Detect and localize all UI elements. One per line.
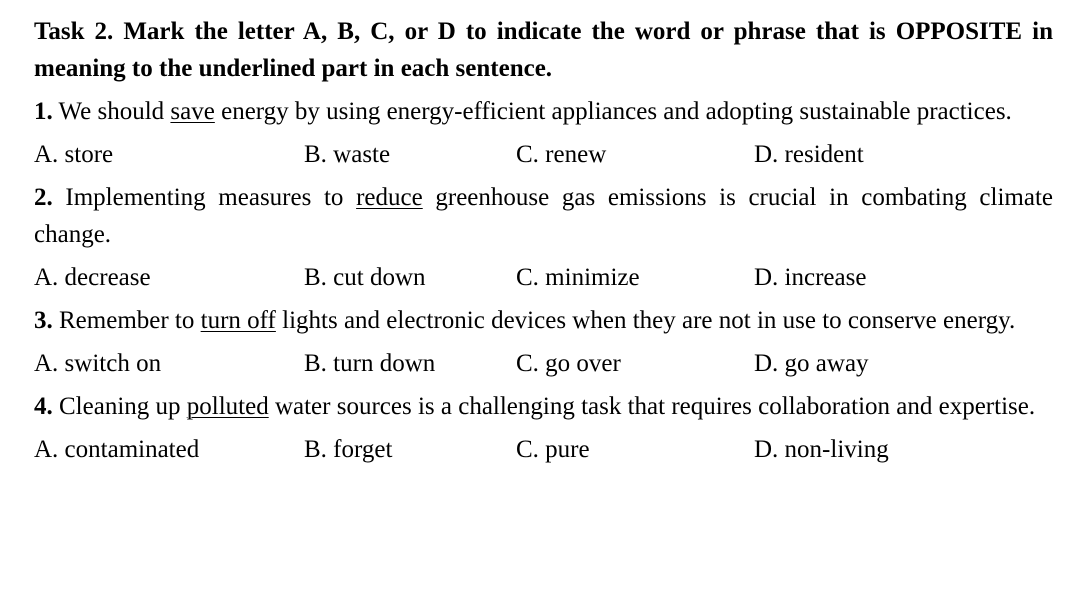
question-number: 2. xyxy=(34,184,53,211)
question-stem xyxy=(34,179,1053,253)
underlined-word: save xyxy=(170,98,215,125)
option-d[interactable]: D. go away xyxy=(754,350,869,377)
stem-before: Remember to xyxy=(52,307,201,334)
option-a[interactable]: A. store xyxy=(34,141,114,168)
stem-before: Implementing measures to xyxy=(52,184,357,211)
question-2 xyxy=(34,179,1053,296)
option-a[interactable]: A. contaminated xyxy=(34,436,200,463)
question-4 xyxy=(34,388,1053,468)
question-stem xyxy=(34,93,1053,130)
question-3 xyxy=(34,302,1053,382)
option-b[interactable]: B. cut down xyxy=(304,264,426,291)
question-1 xyxy=(34,93,1053,173)
option-c[interactable]: C. go over xyxy=(516,350,621,377)
question-number: 4. xyxy=(34,393,53,420)
option-c[interactable]: C. minimize xyxy=(516,264,640,291)
stem-after: lights and electronic devices when they are not in use to conserve energy. xyxy=(275,307,1016,334)
stem-after: energy by using energy-efficient appliances and adopting sustainable practices. xyxy=(214,98,1012,125)
stem-before: Cleaning up xyxy=(52,393,187,420)
task-title: Task 2. Mark the letter A, B, C, or D to indicate the word or phrase that is OPPOSITE in meaning to the underlined part in each sentence. xyxy=(34,18,1053,82)
option-c[interactable]: C. renew xyxy=(516,141,607,168)
question-number: 3. xyxy=(34,307,53,334)
underlined-word: polluted xyxy=(186,393,269,420)
underlined-word: reduce xyxy=(356,184,423,211)
question-stem xyxy=(34,302,1053,339)
option-d[interactable]: D. non-living xyxy=(754,436,889,463)
underlined-word: turn off xyxy=(200,307,276,334)
answer-options xyxy=(34,431,1053,468)
option-c[interactable]: C. pure xyxy=(516,436,590,463)
option-a[interactable]: A. switch on xyxy=(34,350,162,377)
stem-after: water sources is a challenging task that requires collaboration and expertise. xyxy=(268,393,1036,420)
option-d[interactable]: D. increase xyxy=(754,264,867,291)
option-b[interactable]: B. forget xyxy=(304,436,393,463)
option-a[interactable]: A. decrease xyxy=(34,264,151,291)
option-b[interactable]: B. turn down xyxy=(304,350,436,377)
stem-before: We should xyxy=(52,98,171,125)
answer-options xyxy=(34,136,1053,173)
answer-options xyxy=(34,345,1053,382)
stem-after: greenhouse gas emissions is crucial in combating climate change. xyxy=(34,184,1053,248)
question-stem xyxy=(34,388,1053,425)
option-b[interactable]: B. waste xyxy=(304,141,391,168)
question-number: 1. xyxy=(34,98,53,125)
option-d[interactable]: D. resident xyxy=(754,141,864,168)
answer-options xyxy=(34,259,1053,296)
